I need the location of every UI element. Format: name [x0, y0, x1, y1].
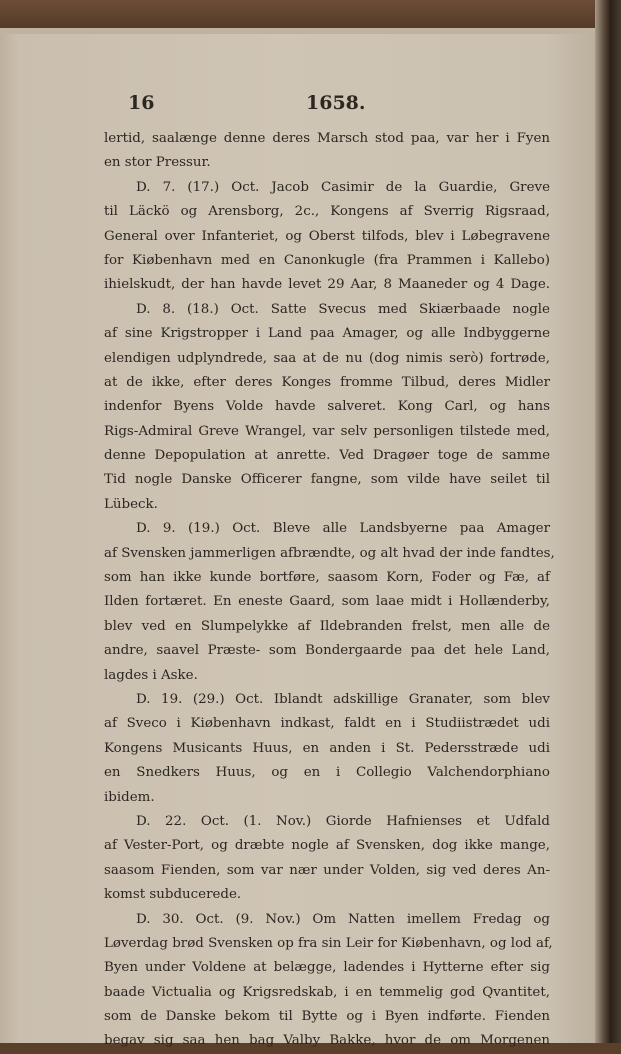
- page-number: 16: [128, 92, 155, 114]
- text-line: for Kiøbenhavn med en Canonkugle (fra Prammen i Kallebo): [104, 252, 550, 268]
- book-binding: [595, 0, 621, 1043]
- text-line: Byen under Voldene at belægge, ladendes i Hytterne efter sig: [104, 960, 550, 976]
- text-line: som han ikke kunde bortføre, saasom Korn, Foder og Fæ, af: [104, 570, 550, 586]
- text-line: lertid, saalænge denne deres Marsch stod paa, var her i Fyen: [104, 131, 550, 146]
- text-line: til Läckö og Arensborg, 2c., Kongens af Sverrig Rigsraad,: [104, 204, 550, 220]
- text-line: lagdes i Aske.: [104, 667, 198, 683]
- text-line: andre, saavel Præste- som Bondergaarde paa det hele Land,: [104, 643, 550, 659]
- book-cover-top: [0, 0, 621, 34]
- text-line: af sine Krigstropper i Land paa Amager, og alle Indbyggerne: [104, 326, 550, 342]
- text-line: ihielskudt, der han havde levet 29 Aar, 8 Maaneder og 4 Dage.: [104, 277, 550, 293]
- text-line: en stor Pressur.: [104, 155, 211, 171]
- text-line: baade Victualia og Krigsredskab, i en temmelig god Qvantitet,: [104, 984, 550, 1000]
- text-line: General over Infanteriet, og Oberst tilfods, blev i Løbegravene: [104, 228, 550, 244]
- text-line: denne Depopulation at anrette. Ved Dragøer toge de samme: [104, 448, 550, 464]
- text-line: ibidem.: [104, 789, 155, 805]
- text-line: indenfor Byens Volde havde salveret. Kong Carl, og hans: [104, 399, 550, 415]
- text-line: elendigen udplyndrede, saa at de nu (dog nimis serò) fortrøde,: [104, 350, 550, 366]
- text-line: som de Danske bekom til Bytte og i Byen indførte. Fienden: [104, 1009, 550, 1025]
- text-line: af Svensken jammerligen afbrændte, og alt hvad der inde fandtes,: [104, 545, 555, 561]
- text-line: begav sig saa hen bag Valby Bakke, hvor de om Morgenen: [104, 1033, 550, 1049]
- text-line: at de ikke, efter deres Konges fromme Tilbud, deres Midler: [104, 374, 550, 390]
- entry-line: D. 7. (17.) Oct. Jacob Casimir de la Guardie, Greve: [136, 179, 550, 195]
- text-line: saasom Fienden, som var nær under Volden, sig ved deres An-: [104, 862, 550, 878]
- text-line: af Vester-Port, og dræbte nogle af Svensken, dog ikke mange,: [104, 838, 550, 854]
- text-line: Rigs-Admiral Greve Wrangel, var selv personligen tilstede med,: [104, 423, 550, 439]
- text-line: af Sveco i Kiøbenhavn indkast, faldt en i Studiistrædet udi: [104, 716, 550, 732]
- text-line: blev ved en Slumpelykke af Ildebranden frelst, men alle de: [104, 618, 550, 634]
- entry-line: D. 8. (18.) Oct. Satte Svecus med Skiærbaade nogle: [136, 301, 550, 317]
- entry-line: D. 30. Oct. (9. Nov.) Om Natten imellem Fredag og: [136, 911, 550, 927]
- text-line: Tid nogle Danske Officerer fangne, som vilde have seilet til: [104, 472, 550, 488]
- entry-line: D. 19. (29.) Oct. Iblandt adskillige Granater, som blev: [136, 691, 550, 707]
- text-line: Kongens Musicants Huus, en anden i St. Pedersstræde udi: [104, 740, 550, 756]
- entry-line: D. 22. Oct. (1. Nov.) Giorde Hafnienses et Udfald: [136, 813, 550, 829]
- page-header: [128, 92, 568, 116]
- text-line: en Snedkers Huus, og en i Collegio Valchendorphiano: [104, 765, 550, 781]
- body-text: [104, 127, 555, 1054]
- text-line: Ilden fortæret. En eneste Gaard, som laae midt i Hollænderby,: [104, 594, 550, 610]
- page-year-heading: 1658.: [306, 92, 366, 114]
- entry-line: D. 9. (19.) Oct. Bleve alle Landsbyerne paa Amager: [136, 521, 550, 537]
- text-line: Lübeck.: [104, 496, 158, 512]
- text-line: komst subducerede.: [104, 887, 242, 903]
- text-line: Løverdag brød Svensken op fra sin Leir for Kiøbenhavn, og lod af,: [104, 935, 553, 951]
